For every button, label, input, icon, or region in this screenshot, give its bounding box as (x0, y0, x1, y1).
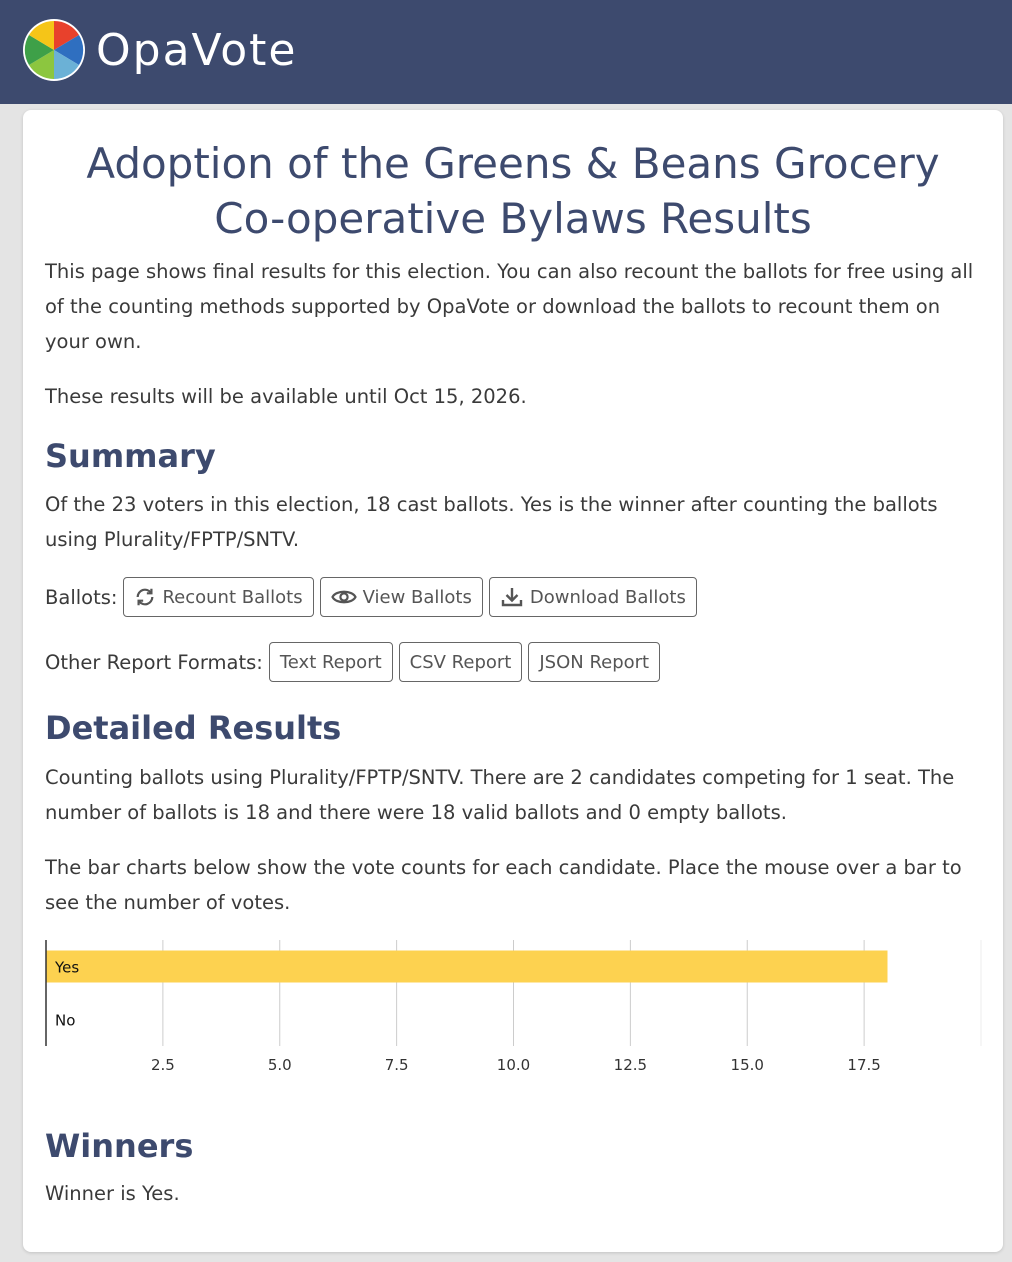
top-bar (0, 0, 1012, 104)
x-tick-label: 5.0 (267, 1056, 292, 1074)
opavote-logo[interactable] (22, 18, 297, 82)
bar-yes[interactable] (46, 951, 888, 983)
intro-text: This page shows final results for this election. You can also recount the ballots for free using all of the counting methods supported by OpaVote or download the ballots to recount them on your own. (45, 260, 974, 353)
x-tick-label: 15.0 (730, 1056, 764, 1074)
text-report-button[interactable]: Text Report (269, 642, 393, 682)
x-tick-label: 7.5 (384, 1056, 409, 1074)
vote-bar-chart (45, 938, 985, 1088)
bar-label-no: No (55, 1011, 76, 1030)
report-formats (45, 642, 666, 682)
availability-text: These results will be available until Oct 15, 2026. (45, 385, 527, 408)
recount-ballots-button[interactable] (123, 577, 313, 617)
x-tick-label: 17.5 (847, 1056, 881, 1074)
ballots-label: Ballots: (45, 585, 118, 609)
brand-name: OpaVote (96, 24, 298, 76)
detailed-results-text: Counting ballots using Plurality/FPTP/SNTV. There are 2 candidates competing for 1 seat. The number of ballots is 18 and there were 18 valid ballots and 0 empty ballots. (45, 766, 955, 824)
download-ballots-button[interactable] (489, 577, 697, 617)
json-report-button[interactable]: JSON Report (528, 642, 660, 682)
download-ballots-label: Download Ballots (529, 586, 686, 608)
report-formats-label: Other Report Formats: (45, 650, 263, 674)
recount-ballots-label: Recount Ballots (162, 586, 303, 608)
bar-label-yes: Yes (55, 958, 80, 977)
summary-heading: Summary (45, 437, 216, 475)
winners-heading: Winners (45, 1127, 194, 1165)
refresh-icon (134, 586, 156, 608)
chart-instructions-text: The bar charts below show the vote counts for each candidate. Place the mouse over a bar to see the number of votes. (45, 856, 962, 914)
winners-text: Winner is Yes. (45, 1182, 180, 1205)
csv-report-button[interactable]: CSV Report (399, 642, 523, 682)
x-tick-label: 2.5 (150, 1056, 175, 1074)
view-ballots-label: View Ballots (362, 586, 472, 608)
detailed-results-heading: Detailed Results (45, 709, 342, 747)
eye-icon (331, 587, 357, 607)
ballots-actions (45, 577, 703, 617)
logo-mark-icon (22, 18, 86, 82)
view-ballots-button[interactable] (320, 577, 483, 617)
page-title: Adoption of the Greens & Beans Grocery Co-operative Bylaws Results (86, 139, 940, 243)
results-card (23, 110, 1003, 1252)
download-icon (500, 585, 524, 609)
x-tick-label: 10.0 (496, 1056, 531, 1074)
x-tick-label: 12.5 (613, 1056, 648, 1074)
summary-text: Of the 23 voters in this election, 18 cast ballots. Yes is the winner after counting the ballots using Plurality/FPTP/SNTV. (45, 493, 938, 551)
